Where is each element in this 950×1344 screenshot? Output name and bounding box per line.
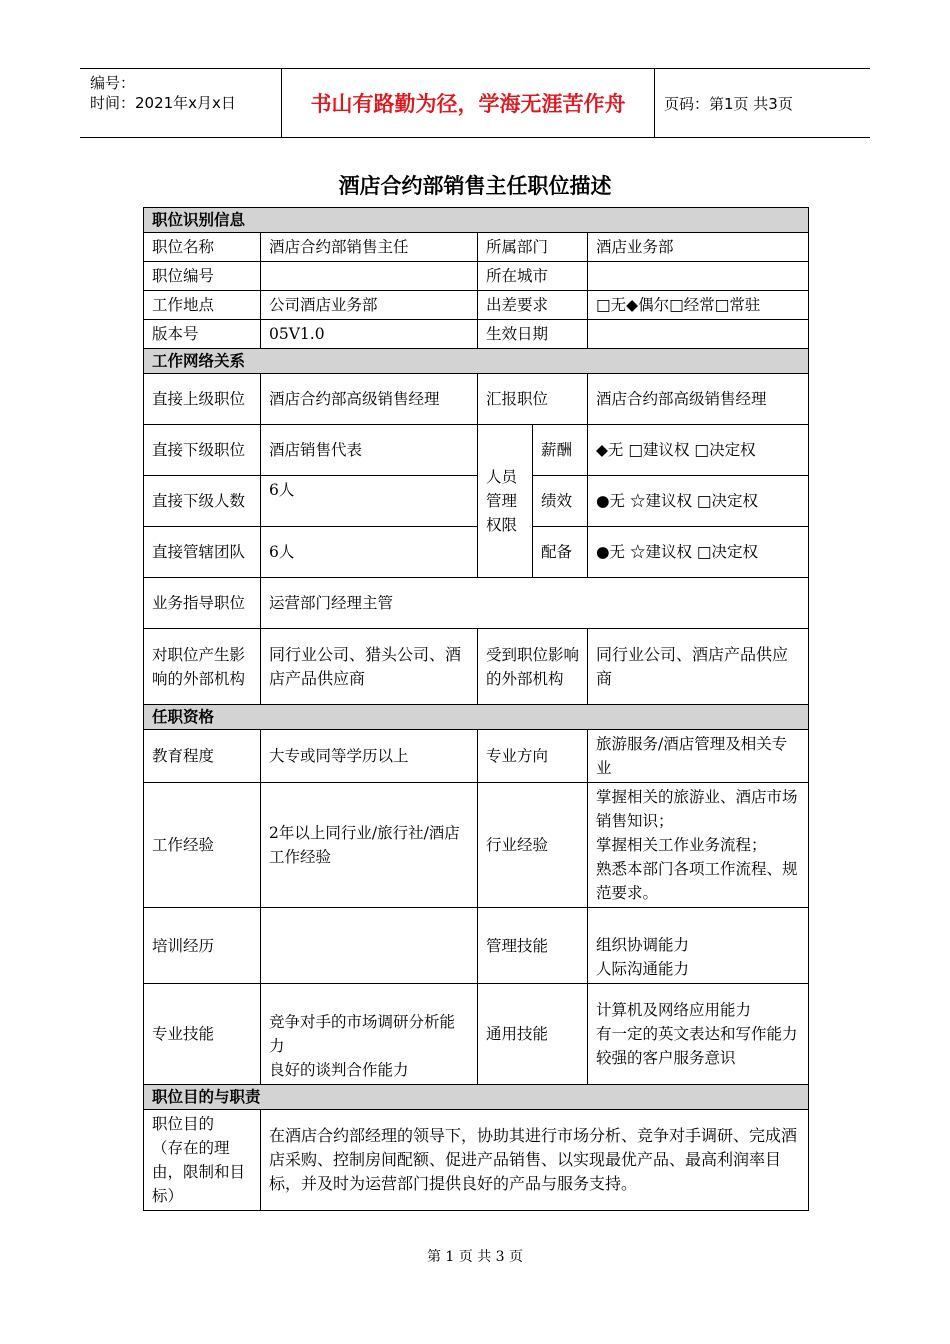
superior: 酒店合约部高级销售经理 — [261, 374, 478, 425]
report: 酒店合约部高级销售经理 — [588, 374, 809, 425]
general-skill — [588, 984, 809, 1085]
mgmt-skill-label: 管理技能 — [478, 908, 588, 984]
work-exp-label: 工作经验 — [144, 783, 261, 908]
purpose-text: 在酒店合约部经理的领导下，协助其进行市场分析、竞争对手调研、完成酒店采购、控制房间配额、促进产品销售、以实现最优产品、最高利润率目标，并及时为运营部门提供良好的产品与服务支持。 — [261, 1110, 809, 1211]
guide-label: 业务指导职位 — [144, 578, 261, 629]
location: 公司酒店业务部 — [261, 291, 478, 320]
major: 旅游服务/酒店管理及相关专业 — [588, 730, 809, 783]
general-skill-line: 计算机及网络应用能力 — [596, 1001, 752, 1019]
mgmt-skill — [588, 908, 809, 984]
training-label: 培训经历 — [144, 908, 261, 984]
staffing-label: 配备 — [533, 527, 588, 578]
header-motto: 书山有路勤为径，学海无涯苦作舟 — [282, 69, 655, 137]
ext-influenced: 同行业公司、酒店产品供应商 — [588, 629, 809, 705]
perf-authority: ●无 ☆建议权 □决定权 — [588, 476, 809, 527]
superior-label: 直接上级职位 — [144, 374, 261, 425]
position-no-label: 职位编号 — [144, 262, 261, 291]
header-page-info: 页码：第1页 共3页 — [664, 94, 793, 113]
section-qualification: 任职资格 — [144, 705, 809, 730]
industry-exp-line: 掌握相关工作业务流程； — [596, 836, 767, 854]
job-description-table — [143, 207, 809, 1211]
version: 05V1.0 — [261, 320, 478, 349]
mgmt-authority-label: 人员管理权限 — [478, 425, 533, 578]
mgmt-skill-line: 人际沟通能力 — [596, 960, 690, 978]
major-label: 专业方向 — [478, 730, 588, 783]
travel-label: 出差要求 — [478, 291, 588, 320]
work-exp: 2年以上同行业/旅行社/酒店工作经验 — [261, 783, 478, 908]
training — [261, 908, 478, 984]
pro-skill — [261, 984, 478, 1085]
team-label: 直接管辖团队 — [144, 527, 261, 578]
ext-affected-label: 对职位产生影响的外部机构 — [144, 629, 261, 705]
section-network: 工作网络关系 — [144, 349, 809, 374]
team: 6人 — [261, 527, 478, 578]
travel: □无◆偶尔□经常□常驻 — [588, 291, 809, 320]
position-name: 酒店合约部销售主任 — [261, 233, 478, 262]
effective-label: 生效日期 — [478, 320, 588, 349]
section-purpose: 职位目的与职责 — [144, 1085, 809, 1110]
ext-influenced-label: 受到职位影响的外部机构 — [478, 629, 588, 705]
salary-label: 薪酬 — [533, 425, 588, 476]
pro-skill-line: 竞争对手的市场调研分析能力 — [269, 1013, 456, 1055]
mgmt-skill-line: 组织协调能力 — [596, 936, 690, 954]
header-meta — [80, 69, 282, 137]
perf-label: 绩效 — [533, 476, 588, 527]
purpose-label-main: 职位目的 — [152, 1115, 215, 1133]
version-label: 版本号 — [144, 320, 261, 349]
document-title: 酒店合约部销售主任职位描述 — [338, 174, 612, 198]
department-label: 所属部门 — [478, 233, 588, 262]
edu-label: 教育程度 — [144, 730, 261, 783]
ext-affected: 同行业公司、猎头公司、酒店产品供应商 — [261, 629, 478, 705]
city-label: 所在城市 — [478, 262, 588, 291]
pro-skill-line: 良好的谈判合作能力 — [269, 1061, 409, 1079]
section-identity: 职位识别信息 — [144, 208, 809, 233]
sub-count: 6人 — [261, 476, 478, 527]
report-label: 汇报职位 — [478, 374, 588, 425]
subordinate-label: 直接下级职位 — [144, 425, 261, 476]
industry-exp — [588, 783, 809, 908]
industry-exp-line: 掌握相关的旅游业、酒店市场销售知识； — [596, 788, 798, 830]
general-skill-line: 有一定的英文表达和写作能力 — [596, 1025, 798, 1043]
pro-skill-label: 专业技能 — [144, 984, 261, 1085]
number-label: 编号： — [90, 74, 136, 92]
edu: 大专或同等学历以上 — [261, 730, 478, 783]
sub-count-label: 直接下级人数 — [144, 476, 261, 527]
guide: 运营部门经理主管 — [261, 578, 809, 629]
page-footer: 第 1 页 共 3 页 — [426, 1249, 524, 1265]
staffing-authority: ●无 ☆建议权 □决定权 — [588, 527, 809, 578]
city — [588, 262, 809, 291]
industry-exp-line: 熟悉本部门各项工作流程、规范要求。 — [596, 860, 798, 902]
location-label: 工作地点 — [144, 291, 261, 320]
page-header — [80, 68, 870, 138]
industry-exp-label: 行业经验 — [478, 783, 588, 908]
department: 酒店业务部 — [588, 233, 809, 262]
position-name-label: 职位名称 — [144, 233, 261, 262]
salary-authority: ◆无 □建议权 □决定权 — [588, 425, 809, 476]
purpose-label-sub: （存在的理由，限制和目标） — [152, 1139, 246, 1205]
general-skill-label: 通用技能 — [478, 984, 588, 1085]
effective — [588, 320, 809, 349]
position-no — [261, 262, 478, 291]
subordinate: 酒店销售代表 — [261, 425, 478, 476]
time-label: 时间：2021年x月x日 — [90, 94, 236, 112]
general-skill-line: 较强的客户服务意识 — [596, 1049, 736, 1067]
purpose-label — [144, 1110, 261, 1211]
